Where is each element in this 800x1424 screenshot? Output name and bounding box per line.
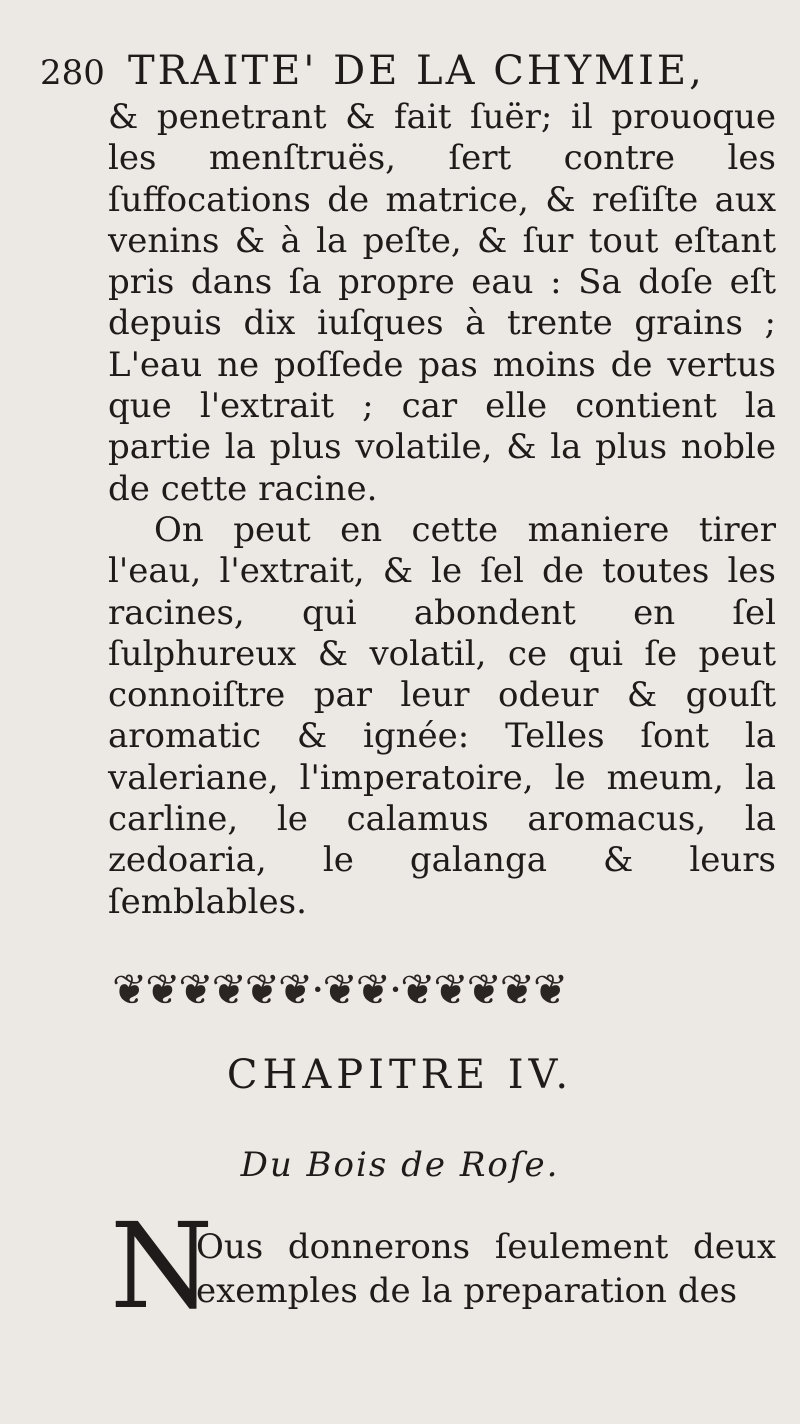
paragraph-1: & penetrant & fait ſuër; il prouoque les menſtruës, ſert contre les ſuffocations de matrice, & reſiſte aux venins & à la peſte, & ſur tout eſtant pris dans ſa propre eau : Sa doſe eſt depuis dix iuſques à trente grains ; L'eau ne poſſede pas moins de vertus que l'extrait ; car elle contient la partie la plus volatile, & la plus noble de cette racine.: [108, 97, 776, 509]
ornament-divider: ❦❦❦❦❦❦·❦❦·❦❦❦❦❦: [112, 965, 567, 1014]
paragraph-3-text: Ous donnerons ſeulement deux exemples de la preparation des: [196, 1227, 776, 1311]
drop-cap: N: [110, 1197, 214, 1335]
chapter-subheading: Du Bois de Roſe.: [240, 1145, 560, 1185]
chapter-heading: CHAPITRE IV.: [226, 1052, 574, 1098]
paragraph-3: [196, 1225, 776, 1313]
running-title: TRAITE' DE LA CHYMIE,: [128, 48, 705, 94]
body-text: [108, 97, 776, 923]
page-number: 280: [40, 53, 105, 93]
paragraph-2: On peut en cette maniere tirer l'eau, l'extrait, & le ſel de toutes les racines, qui abondent en ſel ſulphureux & volatil, ce qui ſe peut connoiſtre par leur odeur & gouſt aromatic & ignée: Telles ſont la valeriane, l'imperatoire, le meum, la carline, le calamus aromacus, la zedoaria, le galanga & leurs ſemblables.: [108, 509, 776, 922]
